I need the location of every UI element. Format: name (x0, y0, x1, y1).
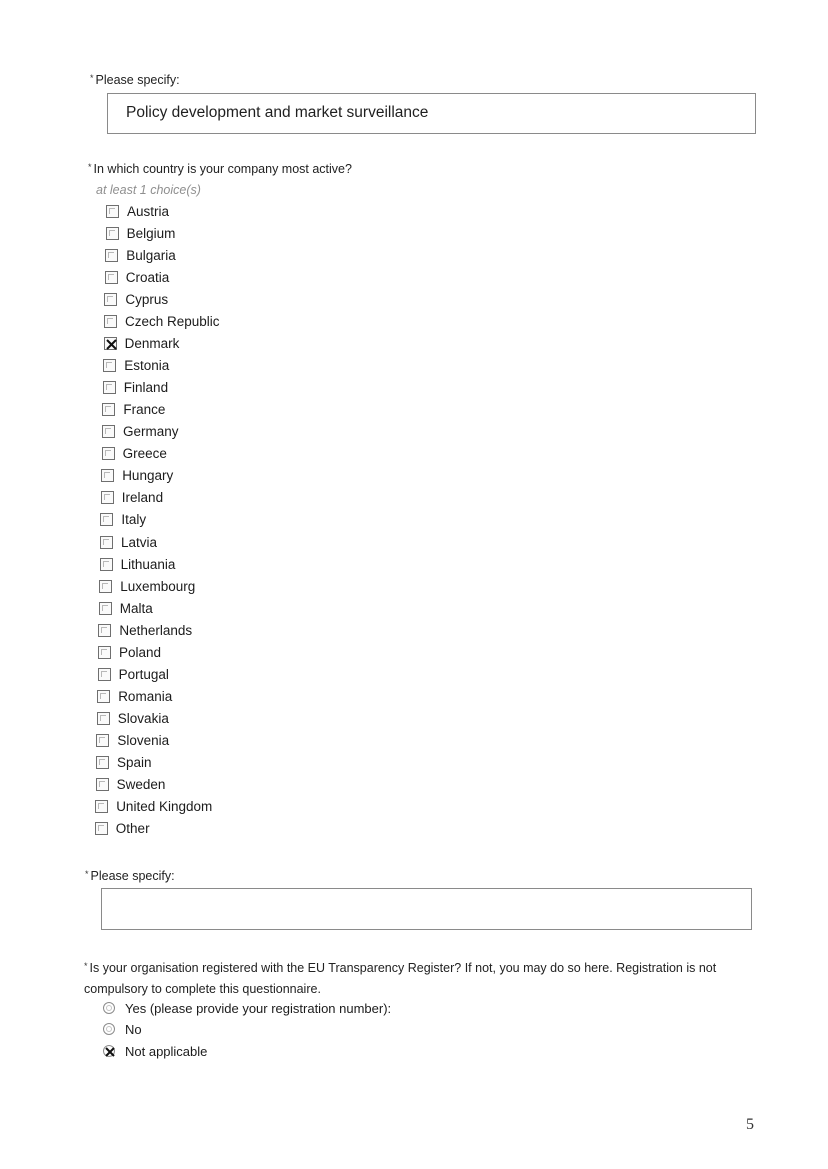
country-option[interactable] (95, 797, 212, 817)
country-option[interactable] (106, 201, 169, 221)
checkbox-icon[interactable] (100, 513, 113, 526)
checkbox-icon[interactable] (98, 624, 111, 637)
country-option-label: Denmark (124, 335, 180, 351)
register-option-label: No (125, 1021, 142, 1037)
country-option-label: Bulgaria (126, 247, 176, 263)
country-option-label: Cyprus (125, 291, 169, 307)
country-option[interactable] (105, 245, 176, 265)
specify-2-input[interactable] (101, 888, 752, 930)
country-option[interactable] (104, 333, 180, 353)
country-option[interactable] (100, 532, 157, 552)
checkbox-icon[interactable] (106, 227, 119, 240)
specify-1-value: Policy development and market surveillance (126, 104, 429, 121)
checkbox-icon[interactable] (95, 822, 108, 835)
checkbox-icon[interactable] (96, 734, 109, 747)
country-option-label: Malta (119, 600, 153, 616)
country-option-label: Croatia (125, 269, 170, 285)
country-option[interactable] (103, 355, 169, 375)
country-option[interactable] (99, 576, 195, 596)
required-asterisk: * (90, 73, 94, 83)
checkbox-icon[interactable] (100, 558, 113, 571)
country-option-label: France (123, 402, 166, 418)
checkbox-icon[interactable] (96, 778, 109, 791)
page-number: 5 (746, 1116, 754, 1133)
checkbox-icon[interactable] (103, 381, 116, 394)
country-option-label: Netherlands (119, 622, 193, 638)
specify-2-label: * Please specify: (85, 869, 175, 883)
country-option[interactable] (101, 466, 173, 486)
country-option[interactable] (106, 223, 176, 243)
checkbox-icon[interactable] (99, 602, 112, 615)
country-option-label: Ireland (121, 490, 164, 506)
country-option-label: Austria (127, 203, 170, 219)
required-asterisk: * (84, 961, 88, 971)
checkbox-icon[interactable] (102, 425, 115, 438)
country-option[interactable] (100, 510, 146, 530)
checkbox-icon[interactable] (98, 646, 111, 659)
country-option-label: Latvia (121, 534, 158, 550)
checkbox-icon[interactable] (102, 403, 115, 416)
checkbox-icon[interactable] (106, 205, 119, 218)
country-option[interactable] (97, 709, 169, 729)
country-hint: at least 1 choice(s) (96, 183, 201, 197)
checkbox-checked-icon[interactable] (104, 337, 117, 350)
country-option[interactable] (97, 687, 172, 707)
radio-icon[interactable] (103, 1002, 115, 1014)
register-option[interactable] (103, 1041, 207, 1061)
country-option-label: Hungary (122, 468, 174, 484)
register-option-label: Yes (please provide your registration number): (125, 1000, 392, 1016)
country-option-label: United Kingdom (116, 799, 213, 815)
country-option-label: Belgium (126, 225, 176, 241)
checkbox-icon[interactable] (101, 491, 114, 504)
country-option[interactable] (102, 444, 167, 464)
checkbox-icon[interactable] (98, 668, 111, 681)
checkbox-icon[interactable] (100, 536, 113, 549)
checkbox-icon[interactable] (97, 712, 110, 725)
country-option-label: Lithuania (120, 556, 176, 572)
checkbox-icon[interactable] (101, 469, 114, 482)
country-option-label: Sweden (116, 777, 166, 793)
checkbox-icon[interactable] (105, 271, 118, 284)
register-option-label: Not applicable (125, 1043, 208, 1059)
country-option[interactable] (96, 731, 169, 751)
register-option[interactable] (103, 998, 391, 1018)
checkbox-icon[interactable] (104, 293, 117, 306)
country-option-label: Luxembourg (120, 578, 196, 594)
country-option[interactable] (102, 400, 165, 420)
country-option[interactable] (99, 598, 153, 618)
country-option[interactable] (105, 267, 170, 287)
country-option-label: Romania (118, 689, 173, 705)
checkbox-icon[interactable] (96, 756, 109, 769)
country-option[interactable] (101, 488, 163, 508)
country-option[interactable] (98, 642, 161, 662)
country-option-label: Other (115, 821, 150, 837)
country-option[interactable] (98, 620, 192, 640)
country-question-label: * In which country is your company most active? (88, 162, 352, 176)
country-option[interactable] (103, 378, 168, 398)
checkbox-icon[interactable] (95, 800, 108, 813)
specify-1-label: * Please specify: (90, 73, 180, 87)
country-option-label: Finland (123, 380, 169, 396)
country-option[interactable] (96, 753, 152, 773)
country-option-label: Slovenia (117, 733, 170, 749)
country-option-label: Estonia (124, 357, 170, 373)
country-option-label: Italy (121, 512, 147, 528)
checkbox-icon[interactable] (104, 315, 117, 328)
checkbox-icon[interactable] (97, 690, 110, 703)
country-option-label: Czech Republic (125, 313, 220, 329)
checkbox-icon[interactable] (99, 580, 112, 593)
country-option[interactable] (104, 311, 220, 331)
required-asterisk: * (88, 162, 92, 172)
checkbox-icon[interactable] (103, 359, 116, 372)
register-option[interactable] (103, 1019, 142, 1039)
country-option[interactable] (100, 554, 176, 574)
country-option-label: Spain (117, 755, 152, 771)
register-question-label: * Is your organisation registered with the EU Transparency Register? If not, you may do so here. Registration is not compulsory to complete this questionnaire. (84, 961, 717, 996)
country-option-label: Germany (123, 424, 179, 440)
checkbox-icon[interactable] (102, 447, 115, 460)
radio-selected-icon[interactable] (103, 1045, 115, 1057)
country-option[interactable] (102, 422, 179, 442)
country-option-label: Portugal (118, 666, 169, 682)
country-option-label: Slovakia (117, 711, 169, 727)
radio-icon[interactable] (103, 1023, 115, 1035)
country-option[interactable] (95, 819, 150, 839)
country-option[interactable] (104, 289, 168, 309)
country-option-label: Greece (122, 446, 167, 462)
checkbox-icon[interactable] (105, 249, 118, 262)
required-asterisk: * (85, 869, 89, 879)
specify-1-input[interactable] (107, 93, 756, 134)
country-option[interactable] (96, 775, 166, 795)
country-option-label: Poland (119, 644, 162, 660)
country-option[interactable] (98, 664, 169, 684)
